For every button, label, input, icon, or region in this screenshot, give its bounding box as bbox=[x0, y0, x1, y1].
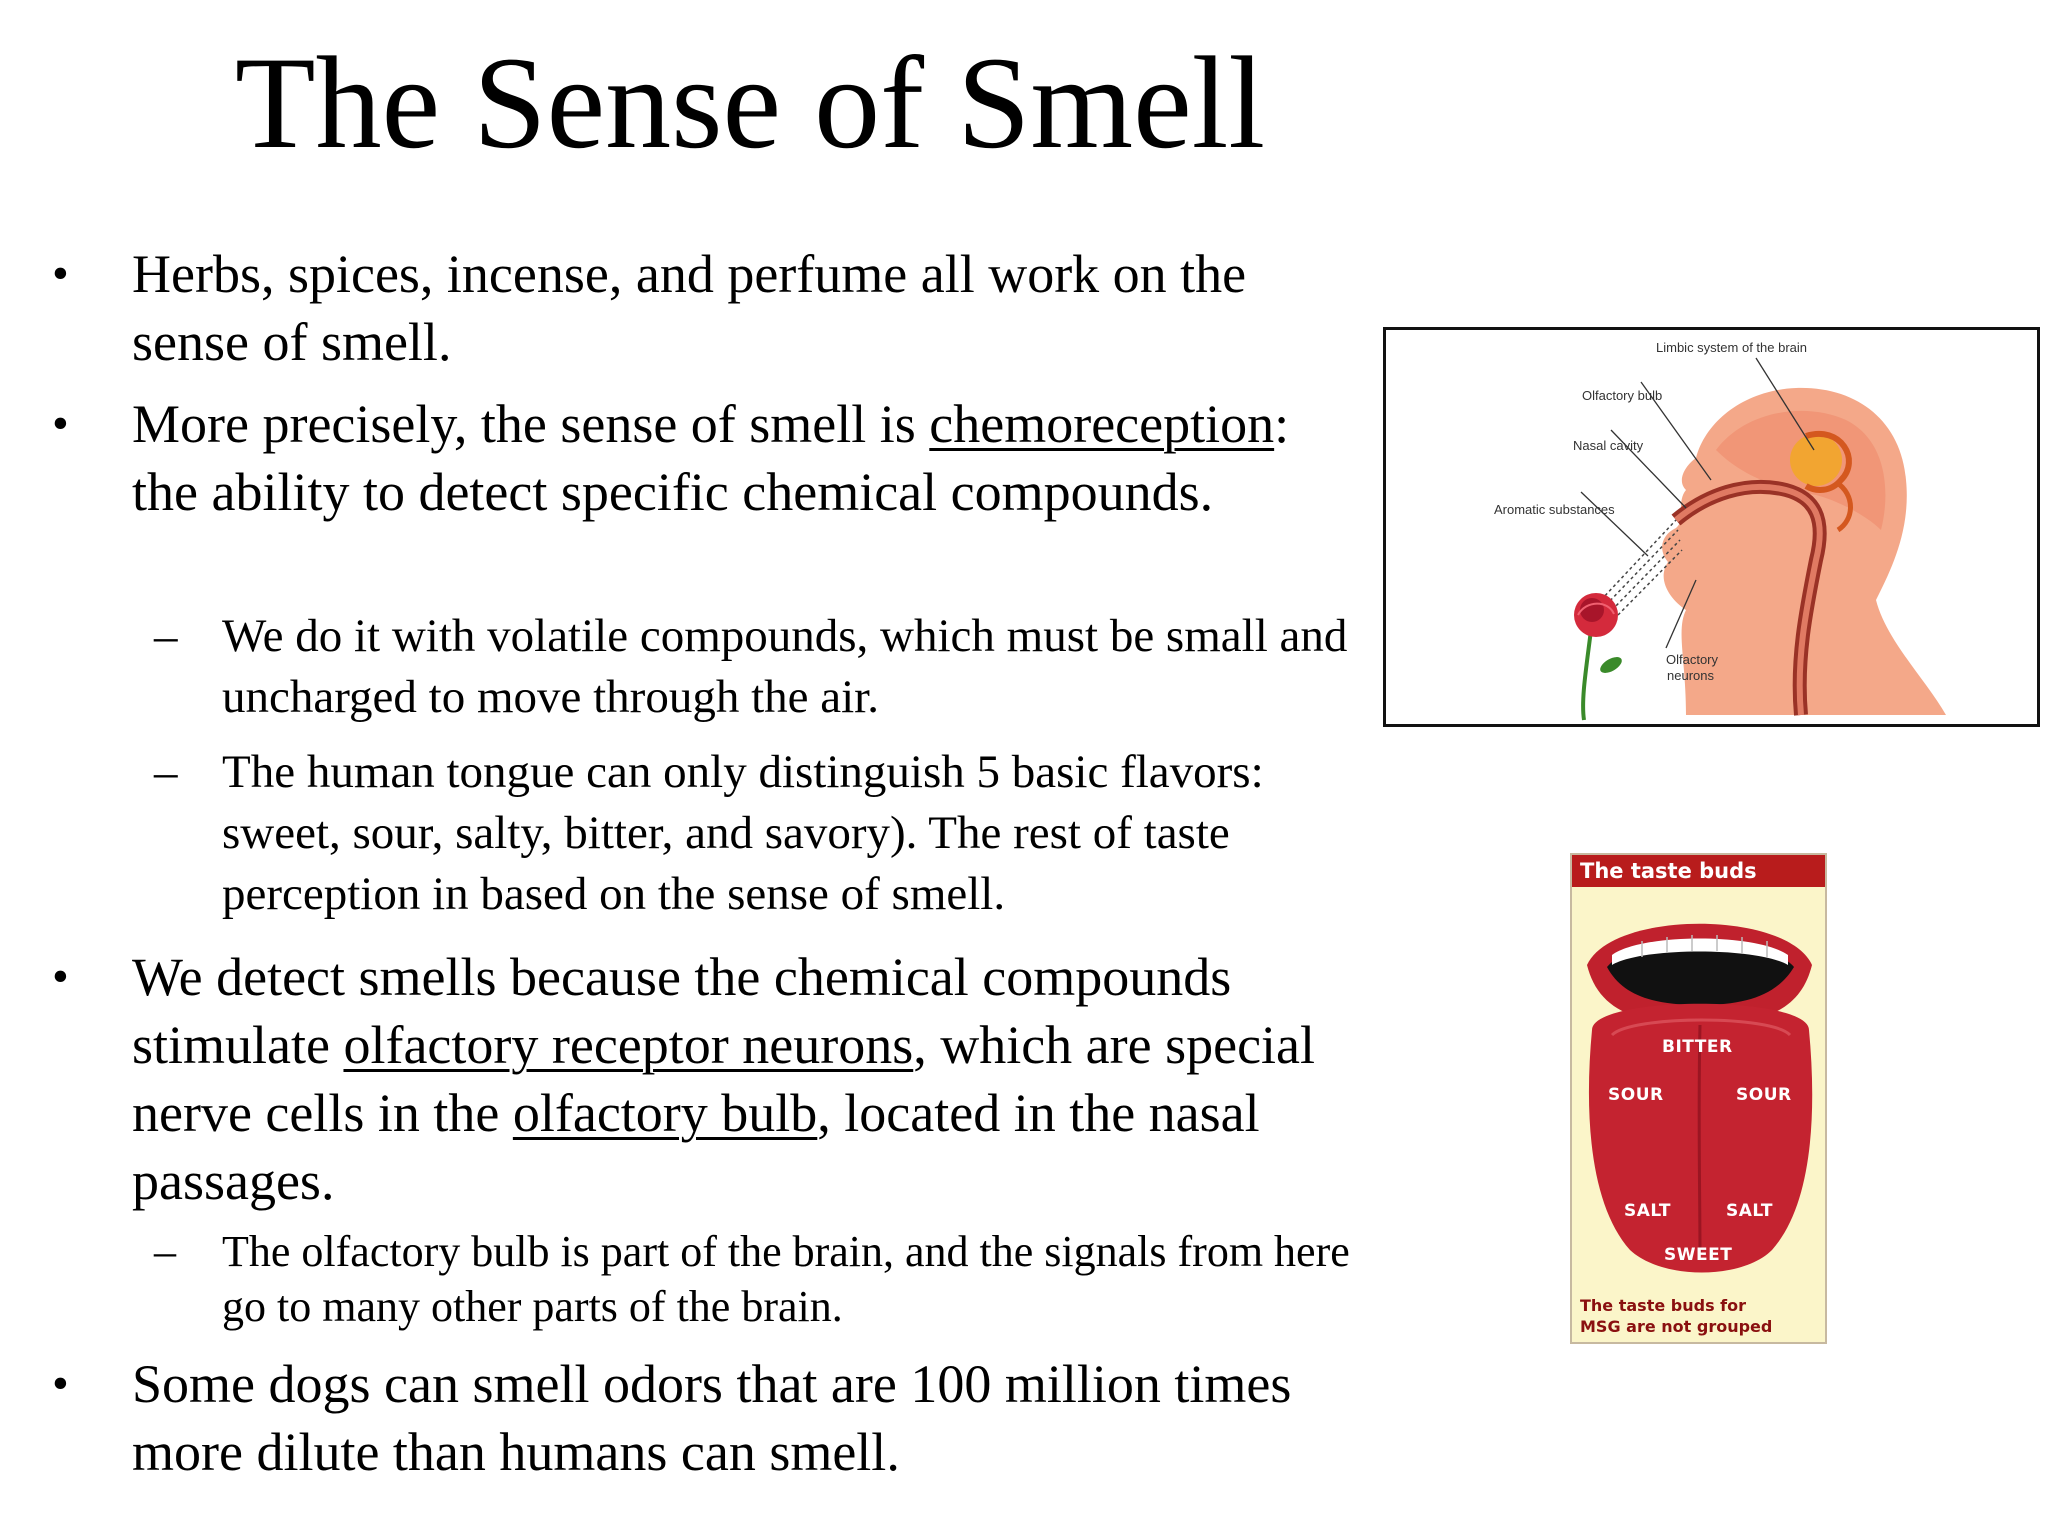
tongue-label-salt-left: SALT bbox=[1624, 1201, 1672, 1221]
term-olfactory-bulb: olfactory bulb bbox=[512, 1083, 818, 1143]
label-olfactory-bulb: Olfactory bulb bbox=[1582, 388, 1663, 403]
bullet-mark: • bbox=[52, 950, 69, 1003]
taste-footnote bbox=[1580, 1295, 1772, 1337]
dash-mark: – bbox=[154, 1227, 176, 1276]
tongue-label-sour-left: SOUR bbox=[1608, 1085, 1664, 1105]
bullet-item bbox=[52, 240, 1352, 376]
dash-mark: – bbox=[154, 610, 178, 662]
tongue-label-sweet: SWEET bbox=[1664, 1245, 1733, 1265]
bullet-text: , located in the nasal passages. bbox=[132, 1083, 1260, 1211]
sub-bullet-text: The olfactory bulb is part of the brain, and the signals from here go to many other parts of the brain. bbox=[222, 1227, 1350, 1331]
bullet-text: More precisely, the sense of smell is bbox=[132, 394, 930, 454]
bullet-item bbox=[52, 1350, 1352, 1486]
taste-buds-diagram bbox=[1570, 853, 1827, 1344]
term-chemoreception: chemoreception bbox=[929, 394, 1275, 454]
taste-footnote-line: MSG are not grouped bbox=[1580, 1317, 1773, 1336]
tongue-label-sour-right: SOUR bbox=[1736, 1085, 1792, 1105]
bullet-text: : the ability to detect specific chemical compounds. bbox=[132, 394, 1290, 522]
sub-bullet-item bbox=[154, 1224, 1362, 1334]
bullet-text: , which are special nerve cells in the bbox=[132, 1015, 1316, 1143]
bullet-item bbox=[52, 390, 1352, 526]
sub-bullet-item bbox=[154, 606, 1362, 728]
bullet-item bbox=[52, 943, 1352, 1215]
taste-footnote-line: The taste buds for bbox=[1580, 1296, 1746, 1315]
bullet-mark: • bbox=[52, 397, 69, 450]
bullet-mark: • bbox=[52, 247, 69, 300]
label-limbic-system: Limbic system of the brain bbox=[1656, 340, 1808, 355]
label-olfactory-neurons-1: Olfactory bbox=[1666, 652, 1719, 667]
label-nasal-cavity: Nasal cavity bbox=[1573, 438, 1644, 453]
tongue-label-salt-right: SALT bbox=[1726, 1201, 1774, 1221]
smell-diagram bbox=[1383, 327, 2040, 727]
bullet-text: Herbs, spices, incense, and perfume all work on the sense of smell. bbox=[132, 244, 1247, 372]
sub-bullet-text: The human tongue can only distinguish 5 basic flavors: sweet, sour, salty, bitter, and savory). The rest of taste perception in based on the sense of smell. bbox=[222, 746, 1264, 920]
label-olfactory-neurons-2: neurons bbox=[1667, 668, 1714, 683]
taste-buds-header: The taste buds bbox=[1572, 855, 1825, 887]
label-aromatic-substances: Aromatic substances bbox=[1494, 502, 1615, 517]
tongue-label-bitter: BITTER bbox=[1662, 1037, 1733, 1057]
dash-mark: – bbox=[154, 746, 178, 798]
sub-bullet-item bbox=[154, 742, 1362, 925]
slide-title: The Sense of Smell bbox=[234, 29, 1266, 176]
term-olfactory-receptor-neurons: olfactory receptor neurons bbox=[343, 1015, 914, 1075]
bullet-mark: • bbox=[52, 1357, 69, 1410]
sub-bullet-text: We do it with volatile compounds, which must be small and uncharged to move through the air. bbox=[222, 610, 1348, 723]
bullet-text: We detect smells because the chemical compounds stimulate bbox=[132, 947, 1232, 1075]
bullet-text: Some dogs can smell odors that are 100 million times more dilute than humans can smell. bbox=[132, 1354, 1292, 1482]
